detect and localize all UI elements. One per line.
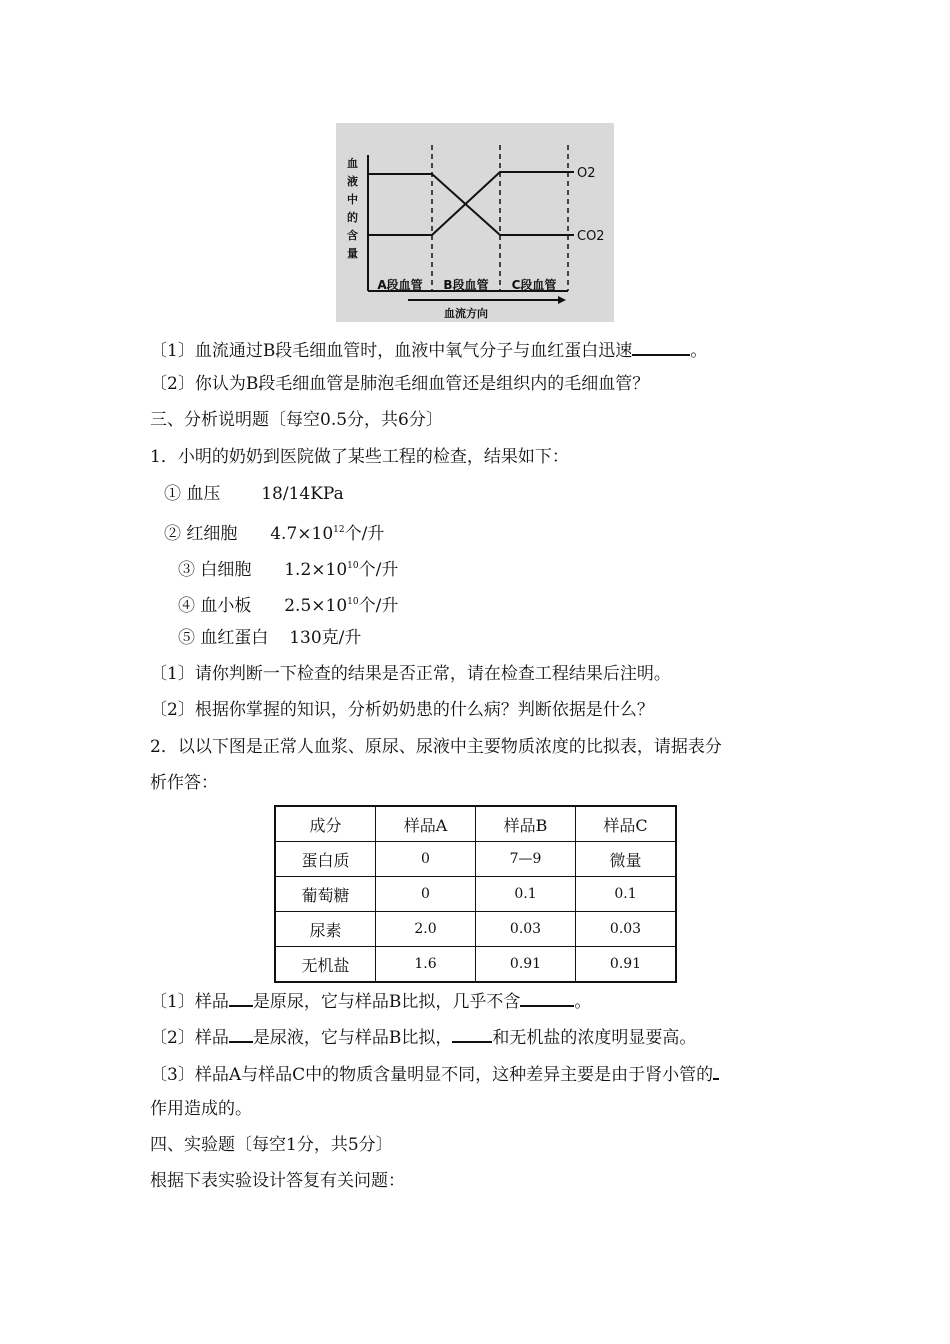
question-text: 〔1〕样品 <box>150 992 229 1012</box>
table-header-cell: 样品A <box>376 806 476 842</box>
y-label-char: 的 <box>347 211 358 224</box>
segment-label-a: A段血管 <box>377 278 423 292</box>
problem-1-intro: 1．小明的奶奶到医院做了某些工程的检查，结果如下： <box>150 447 569 467</box>
section-4-heading: 四、实验题〔每空1分，共5分〕 <box>150 1135 393 1155</box>
table-question-3-end: 作用造成的。 <box>150 1099 252 1119</box>
figure-question-1-end: 。 <box>690 341 708 361</box>
segment-label-b: B段血管 <box>443 278 489 292</box>
item-number: ② <box>164 524 181 544</box>
answer-blank[interactable] <box>229 1023 253 1043</box>
y-label-char: 量 <box>347 247 358 260</box>
item-value-exponent: 10 <box>347 597 359 607</box>
table-header-row <box>275 806 676 842</box>
item-unit: 个/升 <box>358 560 399 580</box>
item-value-base: 1.2×10 <box>284 560 348 580</box>
table-cell: 0.91 <box>476 947 576 983</box>
table-question-3 <box>150 1060 719 1087</box>
table-cell: 蛋白质 <box>275 842 376 877</box>
problem-2-intro-line-1: 2．以以下图是正常人血浆、原尿、尿液中主要物质浓度的比拟表，请据表分 <box>150 737 722 757</box>
y-label-char: 中 <box>347 193 358 206</box>
concentration-table <box>274 805 677 983</box>
item-value-base: 2.5×10 <box>284 596 348 616</box>
y-label-char: 血 <box>347 157 358 170</box>
item-value-exponent: 12 <box>333 525 345 535</box>
co2-label: CO2 <box>577 229 605 244</box>
item-value: 130克/升 <box>289 628 362 648</box>
item-name: 红细胞 <box>186 524 238 544</box>
question-text: 〔3〕样品A与样品C中的物质含量明显不同，这种差异主要是由于肾小管的 <box>150 1065 714 1085</box>
question-text: 。 <box>574 992 592 1012</box>
item-number: ③ <box>178 560 195 580</box>
table-cell: 0.91 <box>576 947 677 983</box>
figure-question-1 <box>150 336 707 363</box>
table-header-cell: 成分 <box>275 806 376 842</box>
y-label-char: 含 <box>347 229 358 242</box>
item-value: 18/14KPa <box>261 484 344 504</box>
table-cell: 0 <box>376 842 476 877</box>
table-header-cell: 样品C <box>576 806 677 842</box>
table-cell: 2.0 <box>376 912 476 947</box>
table-cell: 7—9 <box>476 842 576 877</box>
table-cell: 尿素 <box>275 912 376 947</box>
table-row <box>275 877 676 912</box>
problem-2-intro-line-2: 析作答： <box>150 773 218 793</box>
section-4-intro: 根据下表实验设计答复有关问题： <box>150 1171 405 1191</box>
question-text: 和无机盐的浓度明显要高。 <box>492 1028 697 1048</box>
answer-blank[interactable] <box>713 1060 719 1080</box>
item-value-base: 4.7×10 <box>270 524 334 544</box>
question-text: 是尿液，它与样品B比拟， <box>252 1028 453 1048</box>
section-3-heading: 三、分析说明题〔每空0.5分，共6分〕 <box>150 410 443 430</box>
table-cell: 1.6 <box>376 947 476 983</box>
item-unit: 个/升 <box>358 596 399 616</box>
answer-blank[interactable] <box>452 1023 492 1043</box>
checkup-item <box>164 482 344 506</box>
checkup-item <box>178 626 361 650</box>
table-header-cell: 样品B <box>476 806 576 842</box>
item-name: 血压 <box>186 484 221 504</box>
item-number: ⑤ <box>178 628 195 648</box>
figure-question-1-text: 〔1〕血流通过B段毛细血管时，血液中氧气分子与血红蛋白迅速 <box>150 341 633 361</box>
blood-gas-figure <box>336 123 614 322</box>
table-cell: 0.1 <box>576 877 677 912</box>
table-cell: 0 <box>376 877 476 912</box>
item-name: 血小板 <box>200 596 252 616</box>
table-cell: 0.1 <box>476 877 576 912</box>
checkup-item <box>178 590 398 618</box>
question-text: 〔2〕样品 <box>150 1028 229 1048</box>
checkup-item <box>164 518 384 546</box>
flow-direction-label: 血流方向 <box>444 307 488 320</box>
o2-label: O2 <box>577 166 596 181</box>
table-cell: 无机盐 <box>275 947 376 983</box>
item-name: 血红蛋白 <box>200 628 269 648</box>
segment-label-c: C段血管 <box>511 278 557 292</box>
table-row <box>275 842 676 877</box>
question-text: 是原尿，它与样品B比拟，几乎不含 <box>252 992 521 1012</box>
item-unit: 个/升 <box>344 524 385 544</box>
item-name: 白细胞 <box>200 560 252 580</box>
checkup-item <box>178 554 398 582</box>
item-number: ④ <box>178 596 195 616</box>
table-cell: 葡萄糖 <box>275 877 376 912</box>
table-row <box>275 947 676 983</box>
table-question-1 <box>150 987 591 1014</box>
table-cell: 0.03 <box>576 912 677 947</box>
figure-question-2: 〔2〕你认为B段毛细血管是肺泡毛细血管还是组织内的毛细血管？ <box>150 374 650 394</box>
problem-1-question-1: 〔1〕请你判断一下检查的结果是否正常，请在检查工程结果后注明。 <box>150 664 671 684</box>
answer-blank[interactable] <box>229 987 253 1007</box>
item-number: ① <box>164 484 181 504</box>
y-label-char: 液 <box>347 175 358 188</box>
answer-blank[interactable] <box>632 336 690 356</box>
figure-background <box>336 123 614 322</box>
table-row <box>275 912 676 947</box>
table-cell: 微量 <box>576 842 677 877</box>
table-question-2 <box>150 1023 696 1050</box>
problem-1-question-2: 〔2〕根据你掌握的知识，分析奶奶患的什么病？判断依据是什么？ <box>150 700 654 720</box>
answer-blank[interactable] <box>520 987 574 1007</box>
item-value-exponent: 10 <box>347 561 359 571</box>
table-cell: 0.03 <box>476 912 576 947</box>
